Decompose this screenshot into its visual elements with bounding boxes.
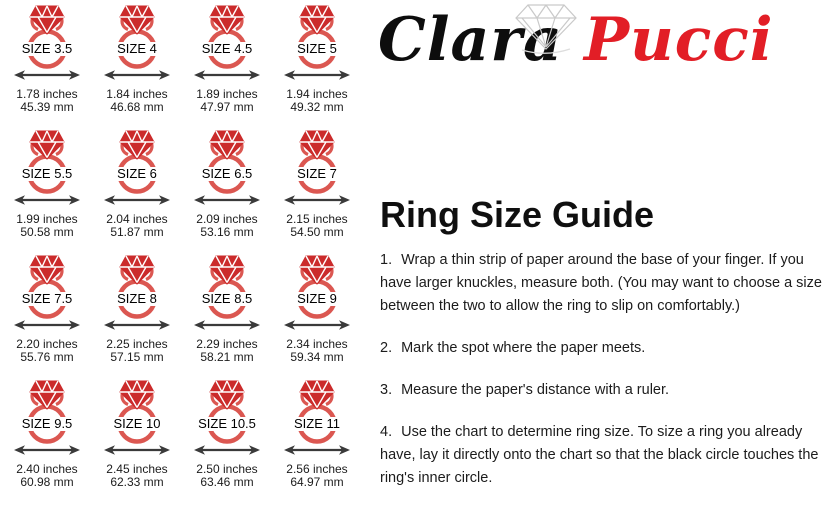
instruction-step xyxy=(380,379,832,402)
width-arrow-icon xyxy=(194,195,260,205)
ring-size-grid xyxy=(2,2,362,502)
size-label: SIZE 10.5 xyxy=(198,416,256,431)
ring-size-cell xyxy=(272,127,362,252)
ring-size-cell xyxy=(2,377,92,502)
mm-value: 46.68 mm xyxy=(110,100,164,114)
width-arrow-icon xyxy=(284,195,350,205)
measurements xyxy=(266,88,368,114)
ring-size-cell xyxy=(182,2,272,127)
inches-value: 1.89 inches xyxy=(196,87,258,101)
size-label: SIZE 6.5 xyxy=(201,166,253,181)
measurements xyxy=(0,213,98,239)
inches-value: 2.34 inches xyxy=(286,337,348,351)
measurements xyxy=(86,88,188,114)
measurements xyxy=(266,463,368,489)
ring-size-cell xyxy=(92,2,182,127)
step-number: 1. xyxy=(380,252,393,268)
ring-size-cell xyxy=(272,252,362,377)
inches-value: 2.56 inches xyxy=(286,462,348,476)
inches-value: 1.94 inches xyxy=(286,87,348,101)
inches-value: 2.04 inches xyxy=(106,212,168,226)
brand-name-clara: Clara xyxy=(378,5,563,75)
mm-value: 55.76 mm xyxy=(20,350,74,364)
mm-value: 51.87 mm xyxy=(110,225,164,239)
inches-value: 2.20 inches xyxy=(16,337,78,351)
width-arrow-icon xyxy=(194,445,260,455)
ring-size-cell xyxy=(2,127,92,252)
inches-value: 2.50 inches xyxy=(196,462,258,476)
size-label: SIZE 7.5 xyxy=(21,291,73,306)
size-label: SIZE 5 xyxy=(297,41,337,56)
measurements xyxy=(176,463,278,489)
ring-size-cell xyxy=(182,127,272,252)
size-label: SIZE 6 xyxy=(117,166,157,181)
size-label: SIZE 11 xyxy=(293,416,340,431)
width-arrow-icon xyxy=(194,70,260,80)
measurements xyxy=(0,463,98,489)
measurements xyxy=(0,338,98,364)
size-label: SIZE 4 xyxy=(117,41,157,56)
width-arrow-icon xyxy=(104,195,170,205)
ring-size-cell xyxy=(92,377,182,502)
mm-value: 47.97 mm xyxy=(200,100,254,114)
ring-size-cell xyxy=(92,252,182,377)
ring-size-cell xyxy=(92,127,182,252)
mm-value: 57.15 mm xyxy=(110,350,164,364)
size-label: SIZE 9.5 xyxy=(21,416,73,431)
page-title: Ring Size Guide xyxy=(380,194,655,235)
step-number: 4. xyxy=(380,424,393,440)
step-number: 2. xyxy=(380,340,393,356)
ring-size-cell xyxy=(182,252,272,377)
measurements xyxy=(86,213,188,239)
brand-logo xyxy=(370,0,839,110)
width-arrow-icon xyxy=(104,70,170,80)
width-arrow-icon xyxy=(104,445,170,455)
mm-value: 63.46 mm xyxy=(200,475,254,489)
size-label: SIZE 5.5 xyxy=(21,166,73,181)
measurements xyxy=(266,213,368,239)
instruction-step xyxy=(380,337,832,360)
mm-value: 50.58 mm xyxy=(20,225,74,239)
mm-value: 59.34 mm xyxy=(290,350,344,364)
width-arrow-icon xyxy=(14,445,80,455)
steps-list xyxy=(380,249,832,509)
diamond-logo-icon xyxy=(514,2,578,58)
mm-value: 64.97 mm xyxy=(290,475,344,489)
inches-value: 1.78 inches xyxy=(16,87,78,101)
step-number: 3. xyxy=(380,382,393,398)
width-arrow-icon xyxy=(104,320,170,330)
width-arrow-icon xyxy=(284,70,350,80)
measurements xyxy=(176,88,278,114)
measurements xyxy=(176,338,278,364)
inches-value: 2.15 inches xyxy=(286,212,348,226)
inches-value: 1.84 inches xyxy=(106,87,168,101)
ring-size-cell xyxy=(2,2,92,127)
width-arrow-icon xyxy=(14,70,80,80)
mm-value: 45.39 mm xyxy=(20,100,74,114)
step-text: Wrap a thin strip of paper around the base of your finger. If you have larger knuckles, measure both. (You may want to choose a size between the two to allow the ring to slip on comfortably.) xyxy=(380,252,822,314)
ring-size-cell xyxy=(272,377,362,502)
width-arrow-icon xyxy=(14,195,80,205)
size-label: SIZE 10 xyxy=(113,416,161,431)
mm-value: 49.32 mm xyxy=(290,100,344,114)
width-arrow-icon xyxy=(194,320,260,330)
inches-value: 2.29 inches xyxy=(196,337,258,351)
mm-value: 58.21 mm xyxy=(200,350,254,364)
mm-value: 54.50 mm xyxy=(290,225,344,239)
measurements xyxy=(176,213,278,239)
ring-size-cell xyxy=(182,377,272,502)
step-text: Mark the spot where the paper meets. xyxy=(401,340,646,356)
ring-size-cell xyxy=(272,2,362,127)
measurements xyxy=(86,463,188,489)
step-text: Measure the paper's distance with a ruler. xyxy=(401,382,670,398)
mm-value: 60.98 mm xyxy=(20,475,74,489)
instruction-step xyxy=(380,249,832,318)
width-arrow-icon xyxy=(14,320,80,330)
measurements xyxy=(0,88,98,114)
inches-value: 2.40 inches xyxy=(16,462,78,476)
size-label: SIZE 9 xyxy=(297,291,337,306)
inches-value: 2.45 inches xyxy=(106,462,168,476)
width-arrow-icon xyxy=(284,445,350,455)
inches-value: 2.25 inches xyxy=(106,337,168,351)
mm-value: 62.33 mm xyxy=(110,475,164,489)
inches-value: 1.99 inches xyxy=(16,212,78,226)
brand-name-pucci: Pucci xyxy=(584,5,774,75)
measurements xyxy=(86,338,188,364)
size-label: SIZE 7 xyxy=(297,166,337,181)
width-arrow-icon xyxy=(284,320,350,330)
size-label: SIZE 8.5 xyxy=(201,291,253,306)
mm-value: 53.16 mm xyxy=(200,225,254,239)
size-label: SIZE 3.5 xyxy=(21,41,73,56)
size-label: SIZE 4.5 xyxy=(201,41,253,56)
measurements xyxy=(266,338,368,364)
size-label: SIZE 8 xyxy=(117,291,157,306)
instruction-step xyxy=(380,421,832,490)
inches-value: 2.09 inches xyxy=(196,212,258,226)
ring-size-cell xyxy=(2,252,92,377)
step-text: Use the chart to determine ring size. To size a ring you already have, lay it directly onto the chart so that the black circle touches the ring's inner circle. xyxy=(380,424,819,486)
